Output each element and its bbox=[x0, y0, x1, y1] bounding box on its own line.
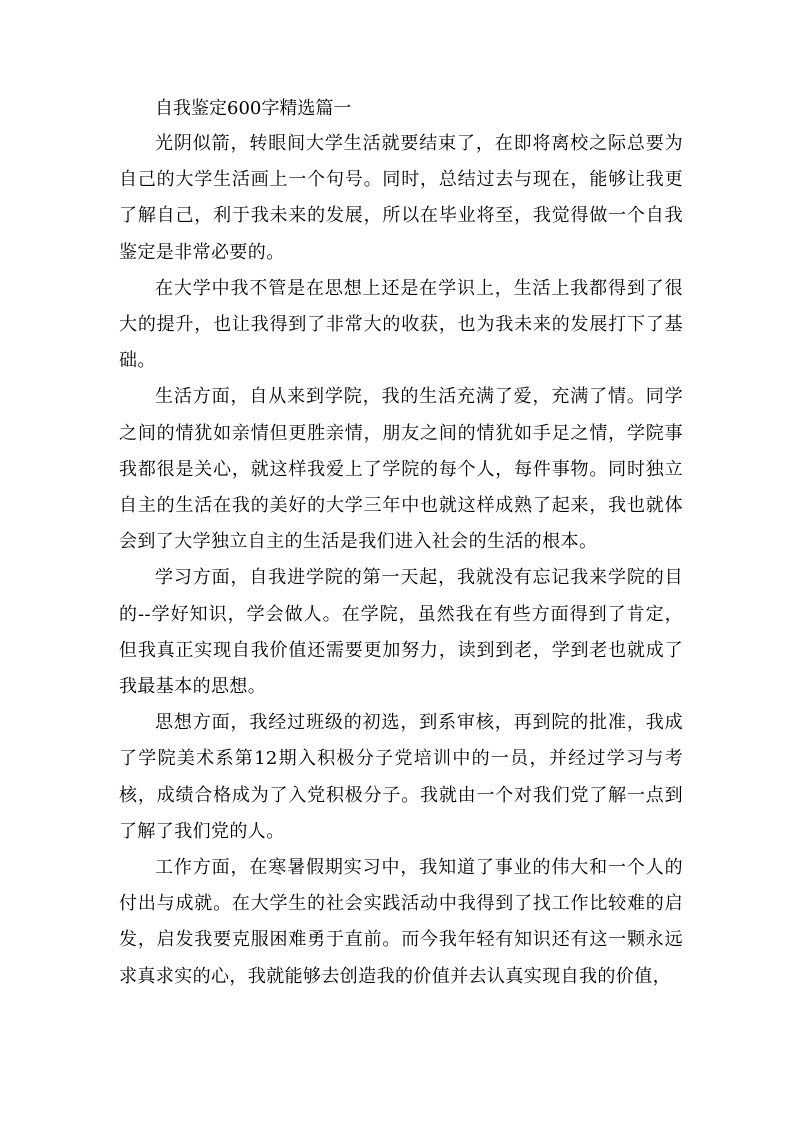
paragraph-life: 生活方面，自从来到学院，我的生活充满了爱，充满了情。同学之间的情犹如亲情但更胜亲情，朋友之间的情犹如手足之情，学院事我都很是关心，就这样我爱上了学院的每个人，每件事物。同时独立自主的生活在我的美好的大学三年中也就这样成熟了起来，我也就体会到了大学独立自主的生活是我们进入社会的生活的根本。 bbox=[119, 386, 683, 553]
paragraph-intro: 光阴似箭，转眼间大学生活就要结束了，在即将离校之际总要为自己的大学生活画上一个句号。同时，总结过去与现在，能够让我更了解自己，利于我未来的发展，所以在毕业将至，我觉得做一个自我鉴定是非常必要的。 bbox=[119, 133, 683, 263]
paragraph-thought: 思想方面，我经过班级的初选，到系审核，再到院的批准，我成了学院美术系第12期入积极分子党培训中的一员，并经过学习与考核，成绩合格成为了入党积极分子。我就由一个对我们党了解一点到了解了我们党的人。 bbox=[119, 712, 683, 842]
paragraph-study: 学习方面，自我进学院的第一天起，我就没有忘记我来学院的目的--学好知识，学会做人。在学院，虽然我在有些方面得到了肯定，但我真正实现自我价值还需要更加努力，读到到老，学到老也就成了我最基本的思想。 bbox=[119, 567, 683, 698]
paragraph-growth: 在大学中我不管是在思想上还是在学识上，生活上我都得到了很大的提升，也让我得到了非常大的收获，也为我未来的发展打下了基础。 bbox=[119, 277, 683, 372]
paragraph-work: 工作方面，在寒暑假期实习中，我知道了事业的伟大和一个人的付出与成就。在大学生的社会实践活动中我得到了找工作比较难的启发，启发我要克服困难勇于直前。而今我年轻有知识还有这一颗永远求真求实的心，我就能够去创造我的价值并去认真实现自我的价值， bbox=[119, 857, 683, 987]
document-title: 自我鉴定600字精选篇一 bbox=[155, 98, 352, 119]
document-body bbox=[119, 92, 683, 995]
